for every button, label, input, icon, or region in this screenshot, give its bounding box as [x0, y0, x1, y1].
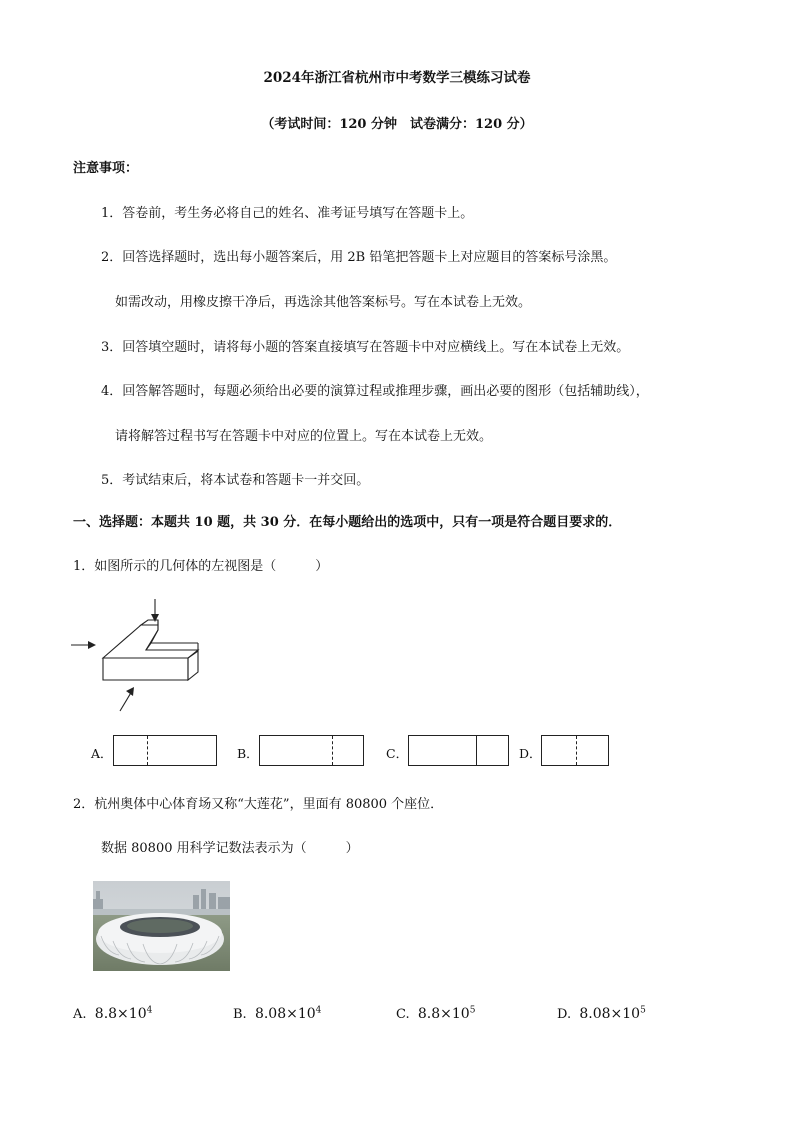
q2-option-a-label: A.	[73, 1007, 87, 1022]
exam-subtitle: （考试时间：120 分钟 试卷满分：120 分）	[261, 117, 533, 132]
notice-item-4: 4．回答解答题时，每题必须给出必要的演算过程或推理步骤，画出必要的图形（包括辅助线），	[101, 384, 649, 399]
question-2-text: 2．杭州奥体中心体育场又称“大莲花”，里面有 80800 个座位．	[73, 797, 444, 812]
notice-item-2-cont: 如需改动，用橡皮擦干净后，再选涂其他答案标号。写在本试卷上无效。	[115, 295, 532, 310]
q2-option-c[interactable]	[396, 1006, 475, 1022]
arrow-left-head	[88, 641, 96, 649]
notice-item-4-cont: 请将解答过程书写在答题卡中对应的位置上。写在本试卷上无效。	[115, 429, 493, 444]
q2-option-c-exp: 5	[469, 1005, 476, 1016]
notice-item-3: 3．回答填空题时，请将每小题的答案直接填写在答题卡中对应横线上。写在本试卷上无效。	[101, 340, 630, 355]
solid-top-face	[103, 625, 198, 658]
q2-option-d-label: D.	[557, 1007, 572, 1022]
q1-option-d-figure[interactable]	[541, 735, 609, 766]
geometry-solid-figure	[65, 595, 210, 715]
q2-option-b-exp: 4	[315, 1005, 322, 1016]
notice-item-2: 2．回答选择题时，选出每小题答案后，用 2B 铅笔把答题卡上对应题目的答案标号涂黑。	[101, 250, 617, 265]
exam-title: 2024年浙江省杭州市中考数学三模练习试卷	[263, 70, 531, 86]
q1-option-c-label: C．	[386, 746, 409, 761]
notice-item-5: 5．考试结束后，将本试卷和答题卡一并交回。	[101, 473, 370, 488]
q2-option-a-base: 8.8×10	[94, 1006, 147, 1022]
q2-option-a[interactable]	[73, 1006, 152, 1022]
question-2-text-cont: 数据 80800 用科学记数法表示为（ ）	[101, 841, 359, 856]
q2-option-c-base: 8.8×10	[417, 1006, 470, 1022]
q2-option-c-label: C.	[396, 1007, 410, 1022]
notice-item-1: 1．答卷前，考生务必将自己的姓名、准考证号填写在答题卡上。	[101, 206, 474, 221]
stadium-photo	[93, 881, 230, 971]
question-1-text: 1．如图所示的几何体的左视图是（ ）	[73, 559, 329, 574]
solid-right-face	[188, 651, 198, 680]
q1-option-b-figure[interactable]	[259, 735, 364, 766]
q2-option-a-exp: 4	[146, 1005, 153, 1016]
q2-option-b-base: 8.08×10	[254, 1006, 316, 1022]
q2-option-b-label: B.	[233, 1007, 247, 1022]
q2-option-d-base: 8.08×10	[579, 1006, 641, 1022]
solid-front-face	[103, 658, 188, 680]
q2-option-d-exp: 5	[640, 1005, 646, 1016]
q2-option-d[interactable]	[557, 1006, 646, 1022]
q1-option-b-label: B．	[237, 746, 259, 761]
arrow-bottom-line	[120, 691, 132, 711]
q1-option-c-figure[interactable]	[408, 735, 509, 766]
q1-option-a-figure[interactable]	[113, 735, 217, 766]
section-heading: 一、选择题：本题共 10 题，共 30 分．在每小题给出的选项中，只有一项是符合题目要求的．	[73, 515, 622, 530]
notice-heading: 注意事项：	[73, 161, 139, 176]
q1-option-a-label: A．	[91, 746, 113, 761]
q2-option-b[interactable]	[233, 1006, 321, 1022]
q1-option-d-label: D．	[519, 746, 542, 761]
